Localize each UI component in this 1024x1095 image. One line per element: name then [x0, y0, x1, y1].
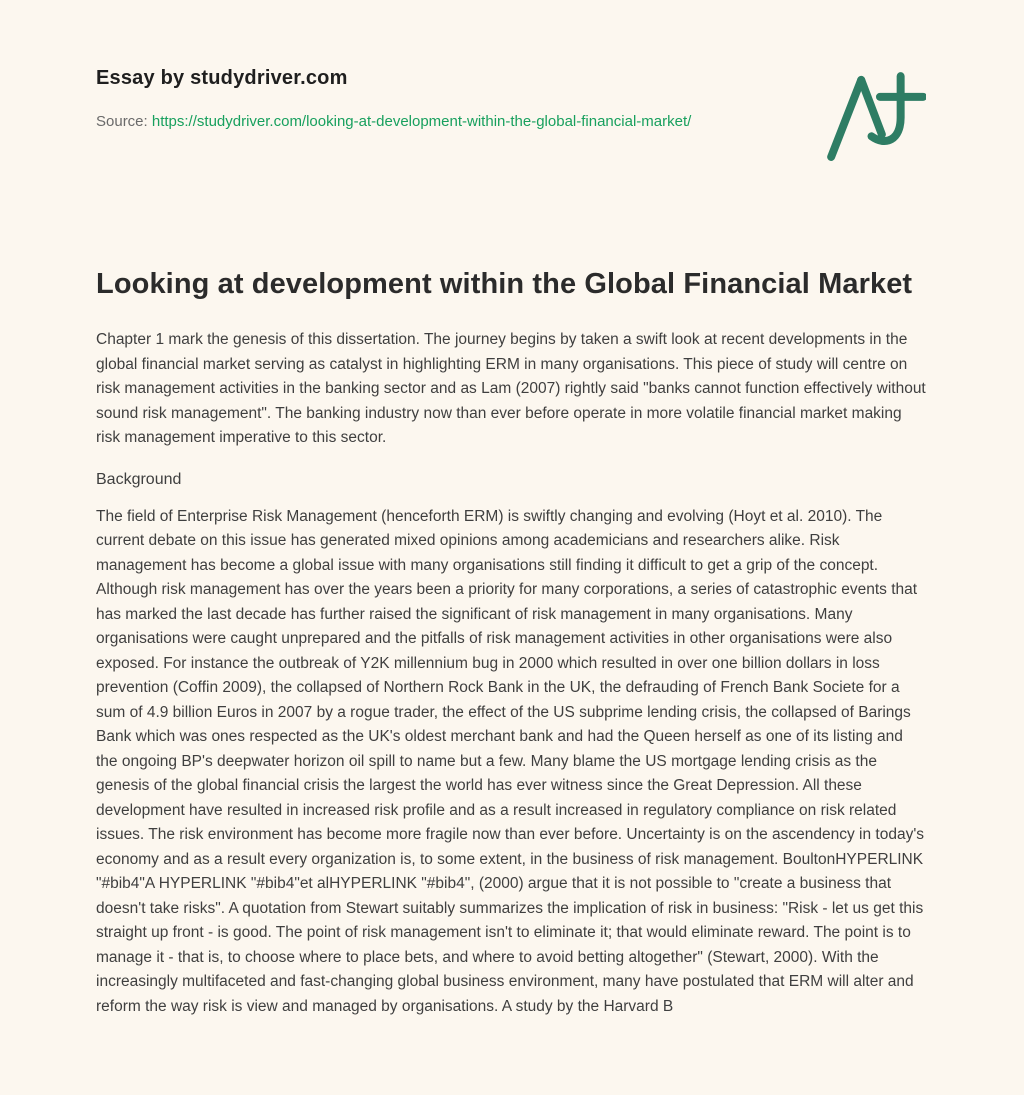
intro-paragraph: Chapter 1 mark the genesis of this dissertation. The journey begins by taken a swift look at recent developments in the global financial market serving as catalyst in highlighting ERM in many organisations. This piece of study will centre on risk management activities in the banking sector and as Lam (2007) rightly said "banks cannot function effectively without sound risk management". The banking industry now than ever before operate in more volatile financial market making risk management imperative to this sector. [96, 331, 926, 446]
brand-title: Essay by studydriver.com [96, 67, 348, 89]
essay-title: Looking at development within the Global Financial Market [96, 268, 913, 300]
page-header [96, 66, 928, 165]
source-line [96, 111, 691, 133]
essay-body [96, 265, 928, 1019]
background-paragraph: The field of Enterprise Risk Management (henceforth ERM) is swiftly changing and evolving (Hoyt et al. 2010). The current debate on this issue has generated mixed opinions among academicians and researchers alike. Risk management has become a global issue with many organisations still finding it difficult to get a grip of the concept. Although risk management has over the years been a priority for many corporations, a series of catastrophic events that has marked the last decade has further raised the significant of risk management in many organisations. Many organisations were caught unprepared and the pitfalls of risk management activities in other organisations were also exposed. For instance the outbreak of Y2K millennium bug in 2000 which resulted in over one billion dollars in loss prevention (Coffin 2009), the collapsed of Northern Rock Bank in the UK, the defrauding of French Bank Societe for a sum of 4.9 billion Euros in 2007 by a rogue trader, the effect of the US subprime lending crisis, the collapsed of Barings Bank which was ones respected as the UK's oldest merchant bank and had the Queen herself as one of its listing and the ongoing BP's deepwater horizon oil spill to name but a few. Many blame the US mortgage lending crisis as the genesis of the global financial crisis the largest the world has ever witness since the Great Depression. All these development have resulted in increased risk profile and as a result increased in regulatory compliance on risk related issues. The risk environment has become more fragile now than ever before. Uncertainty is on the ascendency in today's economy and as a result every organization is, to some extent, in the business of risk management. BoultonHYPERLINK "#bib4"A HYPERLINK "#bib4"et alHYPERLINK "#bib4", (2000) argue that it is not possible to "create a business that doesn't take risks". A quotation from Stewart suitably summarizes the implication of risk in business: "Risk - let us get this straight up front - is good. The point of risk management isn't to eliminate it; that would eliminate reward. The point is to manage it - that is, to choose where to place bets, and where to avoid betting altogether" (Stewart, 2000). With the increasingly multifaceted and fast-changing global business environment, many have postulated that ERM will alter and reform the way risk is view and managed by organisations. A study by the Harvard B [96, 507, 925, 1015]
source-link[interactable]: https://studydriver.com/looking-at-development-within-the-global-financial-market/ [151, 113, 692, 130]
studydriver-logo-icon [818, 70, 926, 165]
header-text-block [96, 66, 691, 133]
background-heading: Background [96, 470, 182, 488]
source-label: Source: [96, 113, 148, 130]
